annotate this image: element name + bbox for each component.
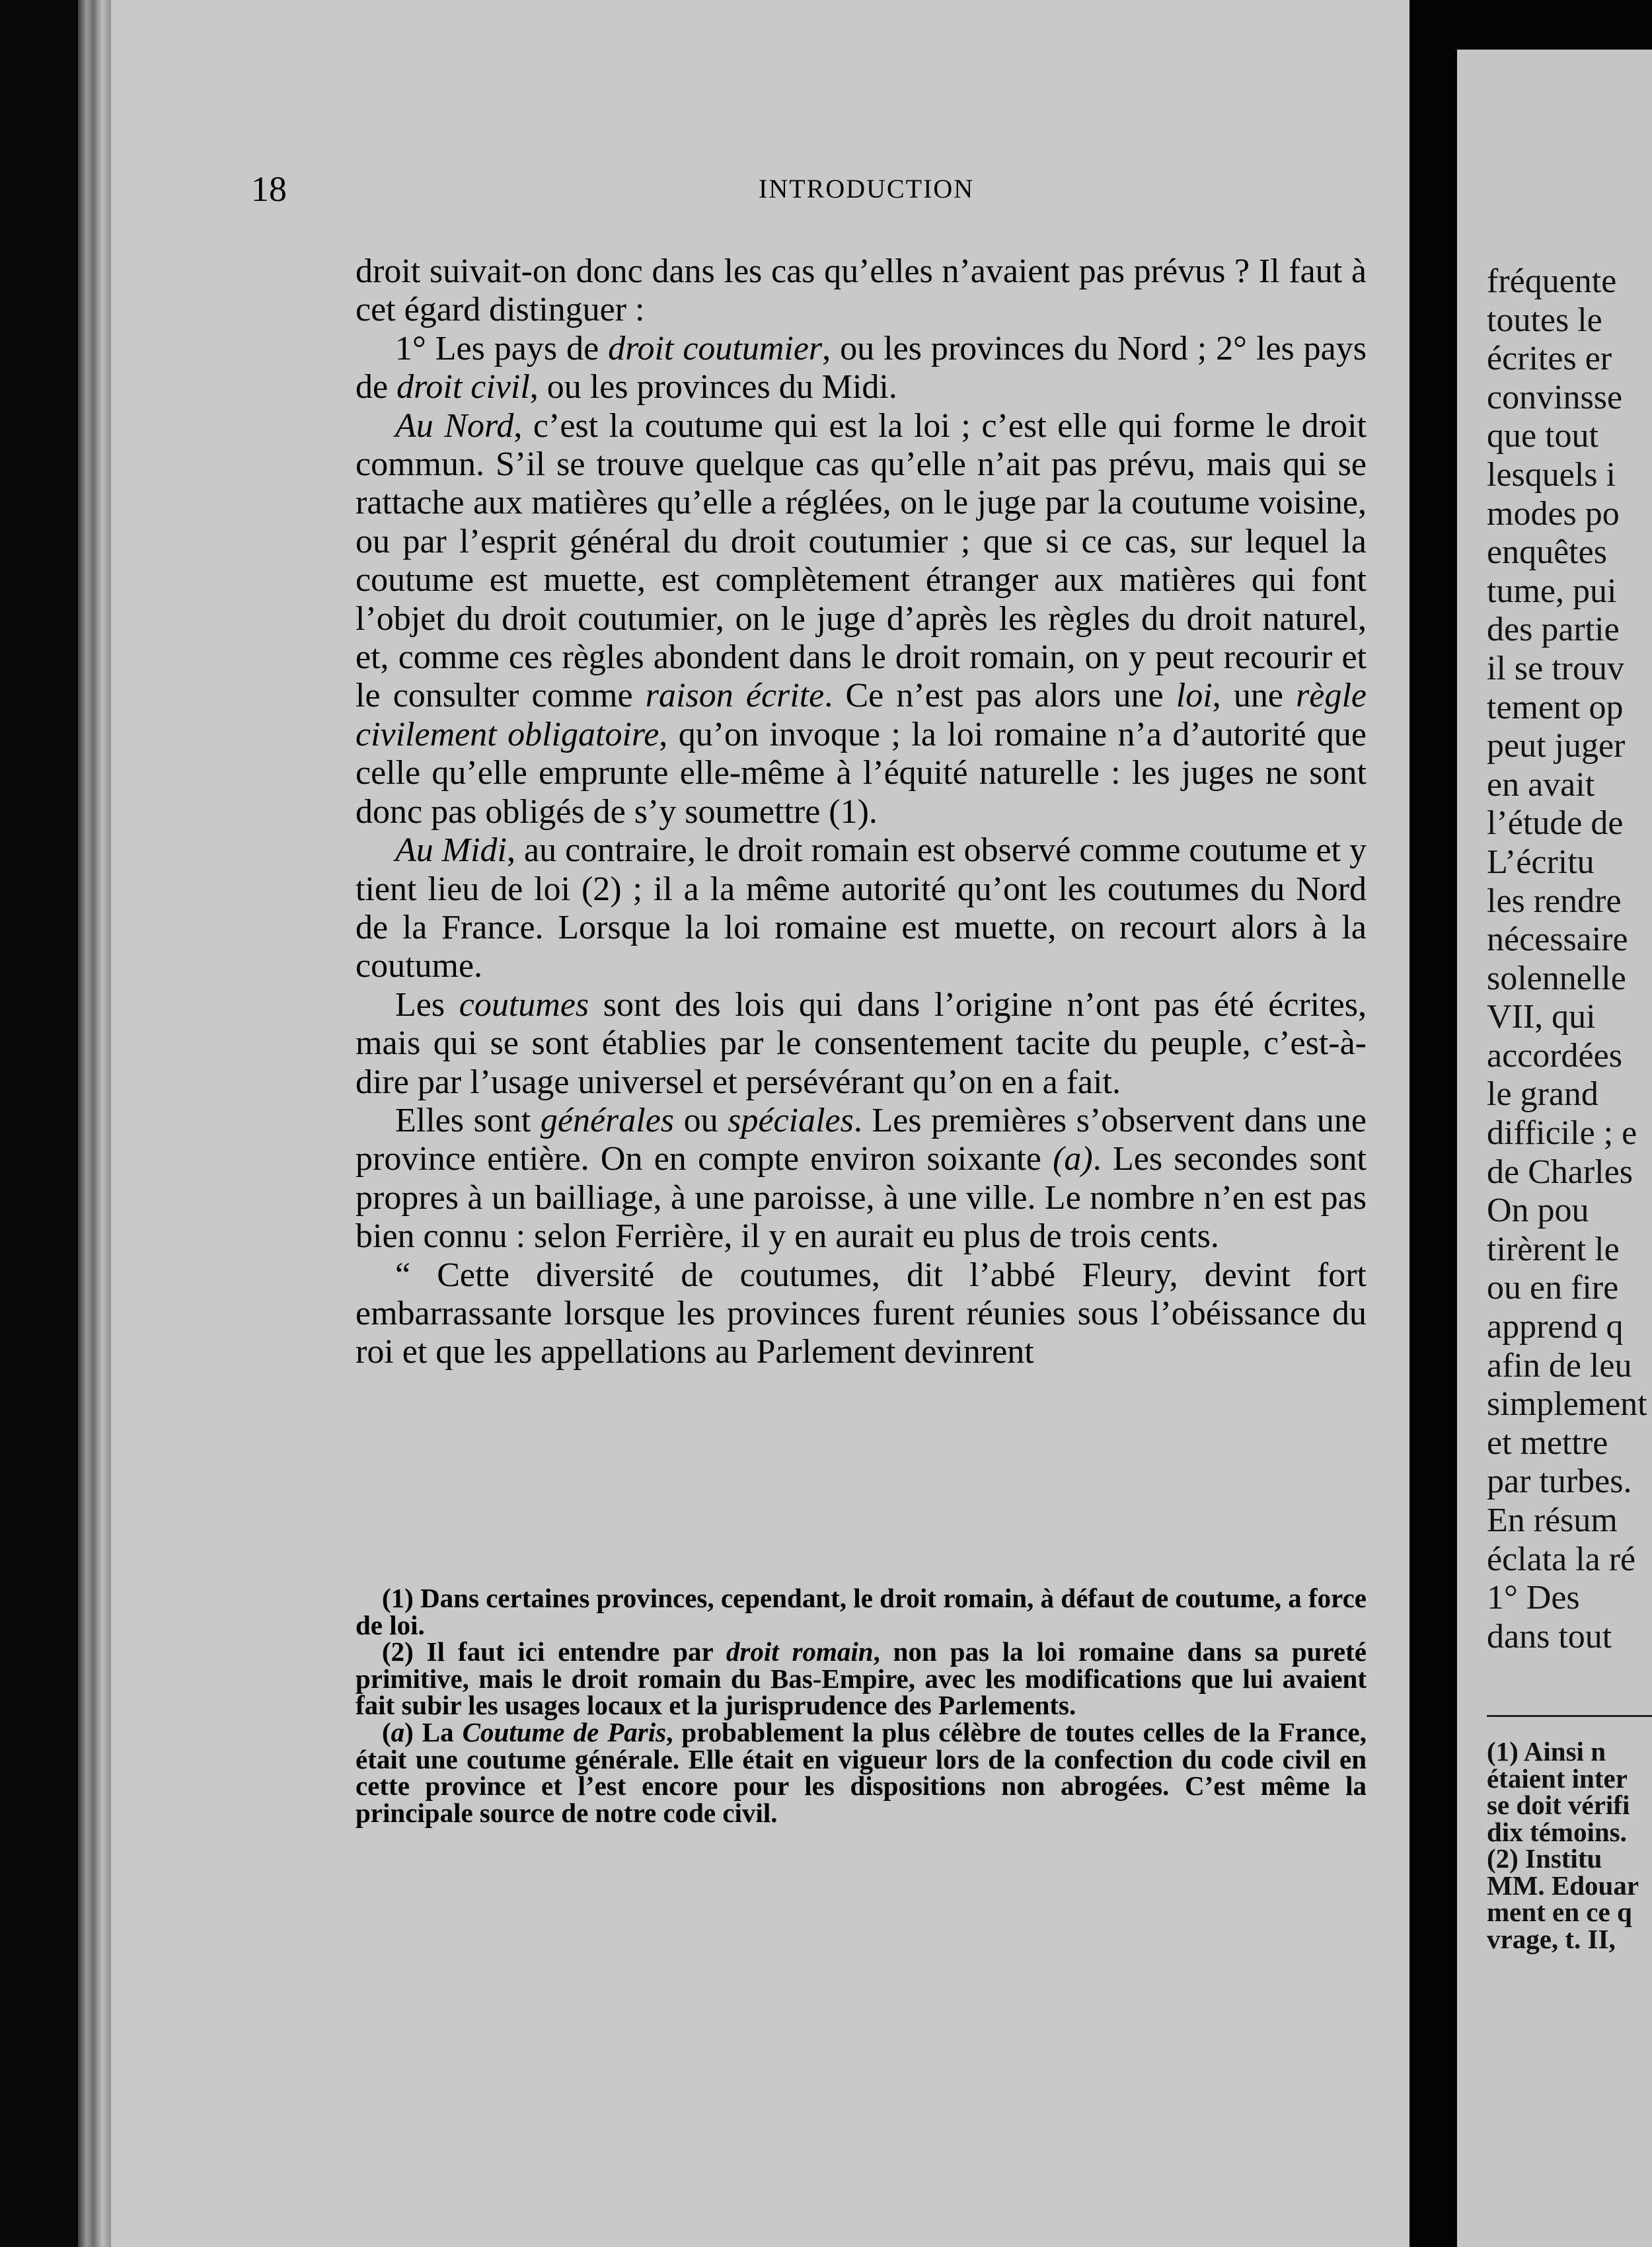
paragraph: Elles sont générales ou spéciales. Les premières s’observent dans une province entière. On en compte environ soixante (a). Les secondes sont propres à un bailliage, à une paroisse, à une ville. Le nombre n’en est pas bien connu : selon Ferrière, il y en aurait eu plus de trois cents.	[356, 1101, 1367, 1256]
text-line: convinsse	[1487, 378, 1623, 416]
paragraph: Au Midi, au contraire, le droit romain est observé comme coutume et y tient lieu de loi (2) ; il a la même autorité qu’ont les coutumes du Nord de la France. Lorsque la loi romaine est muette, on recourt alors à la coutume.	[356, 831, 1367, 985]
text-line: tirèrent le	[1487, 1230, 1620, 1268]
text-line: et mettre	[1487, 1424, 1608, 1462]
text-line: VII, qui	[1487, 998, 1596, 1036]
text-line: modes po	[1487, 494, 1620, 533]
right-page	[1457, 50, 1652, 2247]
paragraph: droit suivait-on donc dans les cas qu’elles n’avaient pas prévus ? Il faut à cet égard distinguer :	[356, 252, 1367, 329]
text-line: tume, pui	[1487, 572, 1617, 610]
paragraph: 1° Les pays de droit coutumier, ou les provinces du Nord ; 2° les pays de droit civil, ou les provinces du Midi.	[356, 329, 1367, 406]
text-line: tement op	[1487, 688, 1624, 726]
footnote-line: (1) Ainsi n	[1487, 1736, 1606, 1767]
text-line: ou en fire	[1487, 1269, 1619, 1307]
text-line: nécessaire	[1487, 921, 1628, 959]
text-line: lesquels i	[1487, 455, 1616, 494]
footnote-rule	[1487, 1715, 1652, 1717]
text-line: solennelle	[1487, 959, 1626, 997]
text-line: que tout	[1487, 417, 1598, 455]
scan-border	[0, 0, 79, 2247]
footnotes	[356, 1585, 1367, 1826]
footnote-line: dix témoins.	[1487, 1816, 1627, 1847]
footnote-line: étaient inter	[1487, 1763, 1628, 1794]
page-number: 18	[251, 169, 287, 209]
text-line: fréquente	[1487, 262, 1617, 300]
footnote-line: vrage, t. II,	[1487, 1923, 1616, 1954]
footnote-line: se doit vérifi	[1487, 1790, 1630, 1820]
text-line: écrites er	[1487, 340, 1612, 378]
footnote-line: (2) Institu	[1487, 1843, 1602, 1874]
footnote-line: ment en ce q	[1487, 1897, 1632, 1927]
text-line: l’étude de	[1487, 804, 1624, 843]
text-line: toutes le	[1487, 301, 1602, 339]
right-page-text	[1487, 262, 1652, 1656]
text-line: les rendre	[1487, 882, 1622, 920]
footnote: (2) Il faut ici entendre par droit romain, non pas la loi romaine dans sa pureté primitive, mais le droit romain du Bas-Empire, avec les modifications que lui avaient fait subir les usages locaux et la jurisprudence des Parlements.	[356, 1636, 1367, 1721]
text-line: des partie	[1487, 611, 1620, 649]
text-line: en avait	[1487, 765, 1595, 804]
text-line: accordées	[1487, 1036, 1622, 1075]
text-line: difficile ; e	[1487, 1114, 1637, 1153]
body-text	[356, 252, 1367, 1372]
right-page-footnotes	[1487, 1738, 1652, 1952]
text-line: En résum	[1487, 1502, 1618, 1539]
running-head: INTRODUCTION	[759, 174, 975, 204]
text-line: On pou	[1487, 1192, 1589, 1230]
footnote-line: MM. Edouar	[1487, 1870, 1639, 1901]
book-page-edges	[78, 0, 112, 2247]
paragraph: Les coutumes sont des lois qui dans l’origine n’ont pas été écrites, mais qui se sont établies par le consentement tacite du peuple, c’est-à-dire par l’usage universel et persévérant qu’on en a fait.	[356, 985, 1367, 1101]
text-line: afin de leu	[1487, 1346, 1632, 1385]
text-line: enquêtes	[1487, 533, 1607, 572]
text-line: il se trouv	[1487, 649, 1624, 687]
text-line: peut juger	[1487, 727, 1626, 765]
text-line: éclata la ré	[1487, 1540, 1636, 1578]
paragraph: Au Nord, c’est la coutume qui est la loi ; c’est elle qui forme le droit commun. S’il se trouve quelque cas qu’elle n’ait pas prévu, mais qui se rattache aux matières qu’elle a réglées, on le juge par la coutume voisine, ou par l’esprit général du droit coutumier ; que si ce cas, sur lequel la coutume est muette, est complètement étranger aux matières qui font l’objet du droit coutumier, on le juge d’après les règles du droit naturel, et, comme ces règles abondent dans le droit romain, on y peut recourir et le consulter comme raison écrite. Ce n’est pas alors une loi, une règle civilement obligatoire, qu’on invoque ; la loi romaine n’a d’autorité que celle qu’elle emprunte elle-même à l’équité naturelle : les juges ne sont donc pas obligés de s’y soumettre (1).	[356, 406, 1367, 831]
text-line: par turbes.	[1487, 1463, 1632, 1501]
text-line: L’écritu	[1487, 843, 1595, 881]
text-line: simplement	[1487, 1385, 1647, 1424]
text-line: 1° Des	[1487, 1579, 1580, 1617]
footnote: (1) Dans certaines provinces, cependant, le droit romain, à défaut de coutume, a force de loi.	[356, 1583, 1367, 1640]
footnote: (a) La Coutume de Paris, probablement la plus célèbre de toutes celles de la France, était une coutume générale. Elle était en vigueur lors de la confection du code civil en cette province et l’est encore pour les dispositions non abrogées. C’est même la principale source de notre code civil.	[356, 1716, 1367, 1828]
text-line: de Charles	[1487, 1153, 1633, 1191]
paragraph: “ Cette diversité de coutumes, dit l’abbé Fleury, devint fort embarrassante lorsque les provinces furent réunies sous l’obéissance du roi et que les appellations au Parlement devinrent	[356, 1256, 1367, 1371]
text-line: dans tout	[1487, 1617, 1612, 1656]
text-line: apprend q	[1487, 1308, 1624, 1346]
text-line: le grand	[1487, 1075, 1598, 1114]
